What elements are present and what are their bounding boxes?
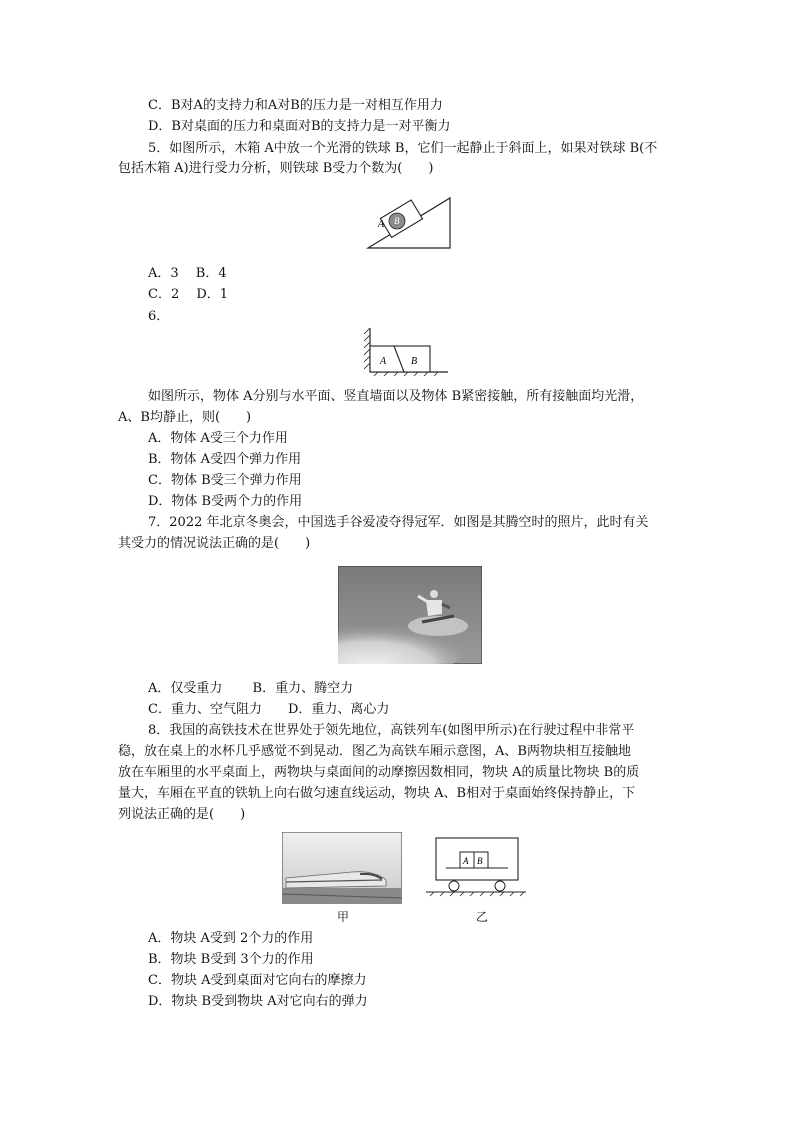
q5-options-row1: A．3 B．4 bbox=[148, 266, 227, 281]
q6-wall-figure bbox=[364, 326, 448, 376]
q4-option-d: D．B对桌面的压力和桌面对B的支持力是一对平衡力 bbox=[148, 119, 451, 134]
q8-stem-line5: 列说法正确的是( ) bbox=[118, 807, 246, 822]
wall-hatch bbox=[364, 328, 370, 369]
q5-label-b: B bbox=[394, 216, 400, 226]
q5-options-row2: C．2 D．1 bbox=[148, 287, 229, 302]
q8-train-photo bbox=[282, 832, 402, 904]
q5-stem-line1: 5．如图所示，木箱 A中放一个光滑的铁球 B，它们一起静止于斜面上，如果对铁球 B(不 bbox=[148, 141, 658, 156]
q8-option-b: B．物块 B受到 3个力的作用 bbox=[148, 952, 314, 967]
q8-option-d: D．物块 B受到物块 A对它向右的弹力 bbox=[148, 994, 368, 1009]
rail-hatch bbox=[430, 892, 524, 896]
q7-stem-line1: 7．2022 年北京冬奥会，中国选手谷爱凌夺得冠军．如图是其腾空时的照片，此时有关 bbox=[148, 515, 649, 530]
q6-label-b: B bbox=[411, 356, 418, 367]
q8-label-a: A bbox=[463, 856, 469, 866]
q6-option-d: D．物体 B受两个力的作用 bbox=[148, 494, 303, 509]
q5-incline-figure bbox=[360, 190, 460, 250]
block-ab-outline bbox=[370, 346, 430, 372]
wheel-left bbox=[449, 881, 459, 891]
q8-stem-line3: 放在车厢里的水平桌面上，两物块与桌面间的动摩擦因数相同，物块 A的质量比物块 B的质 bbox=[118, 765, 640, 780]
q7-skier-photo bbox=[338, 566, 482, 664]
q7-options-row1: A．仅受重力 B．重力、腾空力 bbox=[148, 681, 354, 696]
q8-carriage-diagram bbox=[422, 834, 530, 904]
q7-options-row2: C．重力、空气阻力 D．重力、离心力 bbox=[148, 702, 390, 717]
q6-stem-line2: A、B均静止，则( ) bbox=[118, 410, 252, 425]
q8-label-b: B bbox=[477, 856, 483, 866]
q8-option-a: A．物块 A受到 2个力的作用 bbox=[148, 931, 314, 946]
q8-stem-line2: 稳，放在桌上的水杯几乎感觉不到晃动．图乙为高铁车厢示意图，A、B两物块相互接触地 bbox=[118, 744, 631, 759]
q8-stem-line1: 8．我国的高铁技术在世界处于领先地位，高铁列车(如图甲所示)在行驶过程中非常平 bbox=[148, 723, 635, 738]
q5-stem-line2: 包括木箱 A)进行受力分析，则铁球 B受力个数为( ) bbox=[118, 161, 434, 176]
q6-label-a: A bbox=[380, 356, 387, 367]
q4-option-c: C．B对A的支持力和A对B的压力是一对相互作用力 bbox=[148, 98, 443, 113]
q8-stem-line4: 量大，车厢在平直的铁轨上向右做匀速直线运动，物块 A、B相对于桌面始终保持静止，下 bbox=[118, 786, 636, 801]
q6-option-a: A．物体 A受三个力作用 bbox=[148, 431, 288, 446]
q8-caption-yi: 乙 bbox=[476, 910, 489, 924]
q8-caption-jia: 甲 bbox=[337, 910, 350, 924]
q6-option-b: B．物体 A受四个弹力作用 bbox=[148, 452, 302, 467]
q6-number: 6． bbox=[148, 309, 170, 324]
q5-label-a: A bbox=[378, 219, 385, 230]
q6-stem-line1: 如图所示，物体 A分别与水平面、竖直墙面以及物体 B紧密接触，所有接触面均光滑， bbox=[148, 389, 644, 404]
floor-hatch bbox=[374, 372, 438, 376]
wheel-right bbox=[495, 881, 505, 891]
q8-option-c: C．物块 A受到桌面对它向右的摩擦力 bbox=[148, 973, 367, 988]
q7-stem-line2: 其受力的情况说法正确的是( ) bbox=[118, 536, 311, 551]
q6-option-c: C．物体 B受三个弹力作用 bbox=[148, 473, 302, 488]
